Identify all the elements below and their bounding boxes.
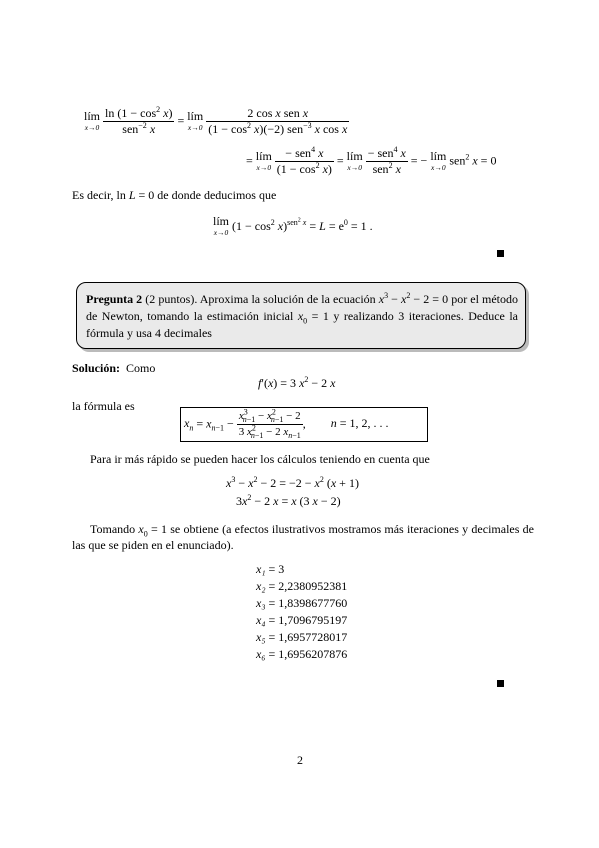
- iteration-label: x₂: [256, 579, 266, 593]
- limit-row-1: lím x→0 $\frac{\ln (1 - \cos^2 x)}{sen^{-2} x}$ = lím x→0 $\frac{\text{2 cos x sen x}}{(1 - \cos^2 x)(-2) sen^{-3} x \cos x}$: [84, 105, 348, 136]
- lim-operator: lím x→0: [187, 108, 204, 132]
- fraction: $\frac{- sen^4 x}{(1 - \cos^2 x)}$: [276, 145, 332, 176]
- limit-row-2: = lím x→0 $\frac{- sen^4 x}{(1 - \cos^2 x)}$ = lím x→0 $\frac{- sen^4 x}{sen^2 x}$ = − lím x→0 sen$^2$ x = 0: [246, 145, 497, 176]
- fraction: $\frac{x^3_{n-1} - x^2_{n-1} - 2}{3 x^2_{n-1} - 2 x_{n-1}}$: [238, 407, 301, 441]
- qed-square: [497, 250, 504, 257]
- factor-line-1: $x^3 - x^2 - 2 = -2 - x^2$ (x + 1): [226, 475, 359, 490]
- newton-formula: $x_n = x_{n-1}$ − $\frac{x^3_{n-1} - x^2_{n-1} - 2}{3 x^2_{n-1} - 2 x_{n-1}}$ , n = 1, 2, . . .: [184, 407, 389, 441]
- question-title: Pregunta 2: [86, 292, 143, 306]
- iteration-row: [256, 630, 347, 645]
- iteration-value: = 3: [265, 562, 285, 576]
- limit-result: lím x→0 $(1 - \cos^2 x)^{sen^2 x} = L = e^0 = 1$ .: [213, 214, 373, 237]
- fraction: $\frac{\ln (1 - \cos^2 x)}{sen^{-2} x}$: [105, 105, 173, 136]
- iteration-value: = 1,8398677760: [265, 596, 348, 610]
- tomando-text: Tomando $x_0 = 1$ se obtiene (a efectos ilustrativos mostramos más iteraciones y decimales de las que se piden en el enunciado).: [72, 522, 534, 552]
- question-text: Pregunta 2 (2 puntos). Aproxima la solución de la ecuación $x^3 - x^2 - 2 = 0$ por el método de Newton, tomando la estimación inicial $x_0 = 1$ y realizando 3 iteraciones. Deduce la fórmula y usa 4 decimales: [86, 291, 519, 340]
- iteration-value: = 1,7096795197: [265, 613, 348, 627]
- lim-operator: lím x→0: [255, 148, 272, 172]
- iteration-row: [256, 562, 284, 577]
- iteration-value: = 1,6957728017: [265, 630, 348, 644]
- lim-operator: lím x→0: [84, 108, 101, 132]
- speedup-text: Para ir más rápido se pueden hacer los cálculos teniendo en cuenta que: [90, 452, 430, 466]
- question-box: [76, 282, 526, 349]
- page-number: 2: [297, 753, 303, 767]
- iteration-row: [256, 596, 347, 611]
- fraction: $\frac{\text{2 cos x sen x}}{(1 - \cos^2 x)(-2) sen^{-3} x \cos x}$: [208, 106, 348, 136]
- iteration-label: x₃: [256, 596, 266, 610]
- qed-square: [497, 680, 504, 687]
- lim-operator: lím x→0: [346, 148, 363, 172]
- lim-operator: lím x→0: [430, 148, 447, 172]
- iteration-label: x₄: [256, 613, 266, 627]
- iteration-label: x₁: [256, 562, 266, 576]
- iteration-value: = 2,2380952381: [265, 579, 348, 593]
- solution-intro: [72, 361, 155, 376]
- iteration-row: [256, 579, 347, 594]
- fraction: $\frac{- sen^4 x}{sen^2 x}$: [367, 145, 406, 176]
- iteration-row: [256, 613, 347, 628]
- solution-label: Solución:: [72, 361, 121, 375]
- lim-operator: lím x→0: [213, 214, 230, 237]
- iteration-label: x₆: [256, 647, 266, 661]
- iteration-row: [256, 647, 347, 662]
- derivative-formula: f′(x) = 3 $x^2 - 2$ x: [258, 375, 336, 390]
- factor-line-2: $3x^2 - 2$ x = x (3 x − 2): [236, 493, 341, 508]
- iteration-value: = 1,6956207876: [265, 647, 348, 661]
- solution-como: Como: [126, 361, 156, 375]
- iteration-label: x₅: [256, 630, 266, 644]
- es-decir-text: Es decir, ln L = 0 de donde deducimos que: [72, 188, 277, 202]
- formula-intro: la fórmula es: [72, 399, 135, 413]
